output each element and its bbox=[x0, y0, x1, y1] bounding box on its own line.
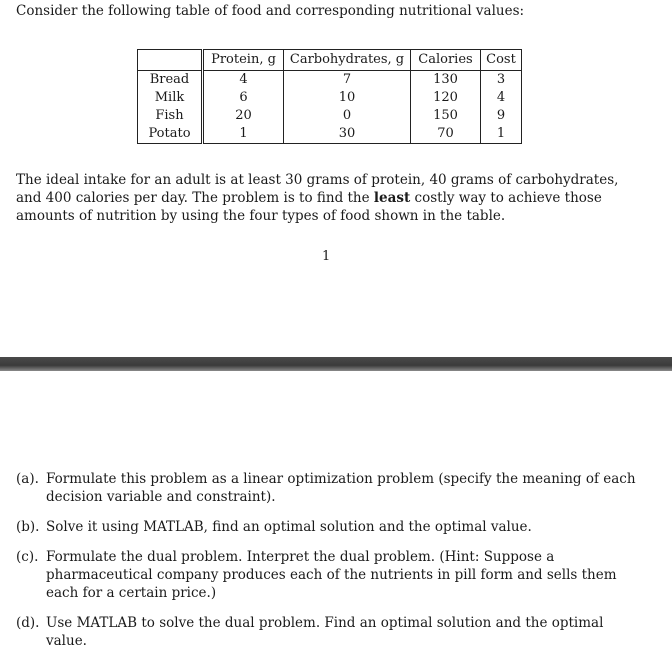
header-calories: Calories bbox=[411, 50, 481, 71]
question-label: (a). bbox=[16, 471, 39, 487]
cell-carbohydrates: 0 bbox=[284, 107, 411, 125]
header-carbohydrates: Carbohydrates, g bbox=[284, 50, 411, 71]
cell-food: Milk bbox=[138, 89, 203, 107]
question-label: (c). bbox=[16, 549, 39, 565]
cell-cost: 1 bbox=[481, 125, 522, 144]
header-protein: Protein, g bbox=[203, 50, 284, 71]
table-row bbox=[138, 89, 522, 107]
cell-calories: 70 bbox=[411, 125, 481, 144]
cell-food: Fish bbox=[138, 107, 203, 125]
cell-carbohydrates: 30 bbox=[284, 125, 411, 144]
cell-food: Bread bbox=[138, 71, 203, 90]
nutrition-table bbox=[137, 49, 522, 144]
cell-protein: 6 bbox=[203, 89, 284, 107]
cell-food: Potato bbox=[138, 125, 203, 144]
cell-cost: 4 bbox=[481, 89, 522, 107]
question-text: Formulate the dual problem. Interpret the dual problem. (Hint: Suppose a pharmaceutical company produces each of the nutrients in pill form and sells them each for a certain price.) bbox=[46, 549, 617, 601]
cell-cost: 3 bbox=[481, 71, 522, 90]
question-item-a bbox=[16, 470, 646, 506]
question-item-b bbox=[16, 518, 646, 536]
cell-calories: 120 bbox=[411, 89, 481, 107]
question-label: (d). bbox=[16, 615, 40, 631]
question-text: Solve it using MATLAB, find an optimal solution and the optimal value. bbox=[46, 519, 532, 535]
page-number: 1 bbox=[322, 249, 331, 264]
question-text: Formulate this problem as a linear optimization problem (specify the meaning of each decision variable and constraint). bbox=[46, 471, 636, 505]
table-row bbox=[138, 125, 522, 144]
question-item-c bbox=[16, 548, 646, 602]
paragraph-text-before: The ideal intake for an adult is at least 30 grams of protein, 40 grams of carbohydrates, and 400 calories per day. The problem is to find the bbox=[16, 172, 619, 206]
question-text: Use MATLAB to solve the dual problem. Find an optimal solution and the optimal value. bbox=[46, 615, 604, 649]
page-separator bbox=[0, 357, 672, 371]
cell-protein: 4 bbox=[203, 71, 284, 90]
header-food bbox=[138, 50, 203, 71]
cell-calories: 150 bbox=[411, 107, 481, 125]
table-header-row bbox=[138, 50, 522, 71]
table-row bbox=[138, 71, 522, 90]
cell-carbohydrates: 10 bbox=[284, 89, 411, 107]
cell-protein: 1 bbox=[203, 125, 284, 144]
page-2 bbox=[0, 371, 672, 649]
cell-cost: 9 bbox=[481, 107, 522, 125]
question-list bbox=[16, 470, 646, 662]
cell-calories: 130 bbox=[411, 71, 481, 90]
paragraph-text-after: costly way to achieve those amounts of nutrition by using the four types of food shown in the table. bbox=[16, 190, 602, 224]
problem-paragraph bbox=[16, 171, 646, 225]
cell-carbohydrates: 7 bbox=[284, 71, 411, 90]
question-item-d bbox=[16, 614, 646, 650]
question-label: (b). bbox=[16, 519, 40, 535]
cell-protein: 20 bbox=[203, 107, 284, 125]
intro-text: Consider the following table of food and corresponding nutritional values: bbox=[16, 3, 525, 19]
paragraph-bold-word: least bbox=[373, 190, 411, 206]
header-cost: Cost bbox=[481, 50, 522, 71]
table-row bbox=[138, 107, 522, 125]
